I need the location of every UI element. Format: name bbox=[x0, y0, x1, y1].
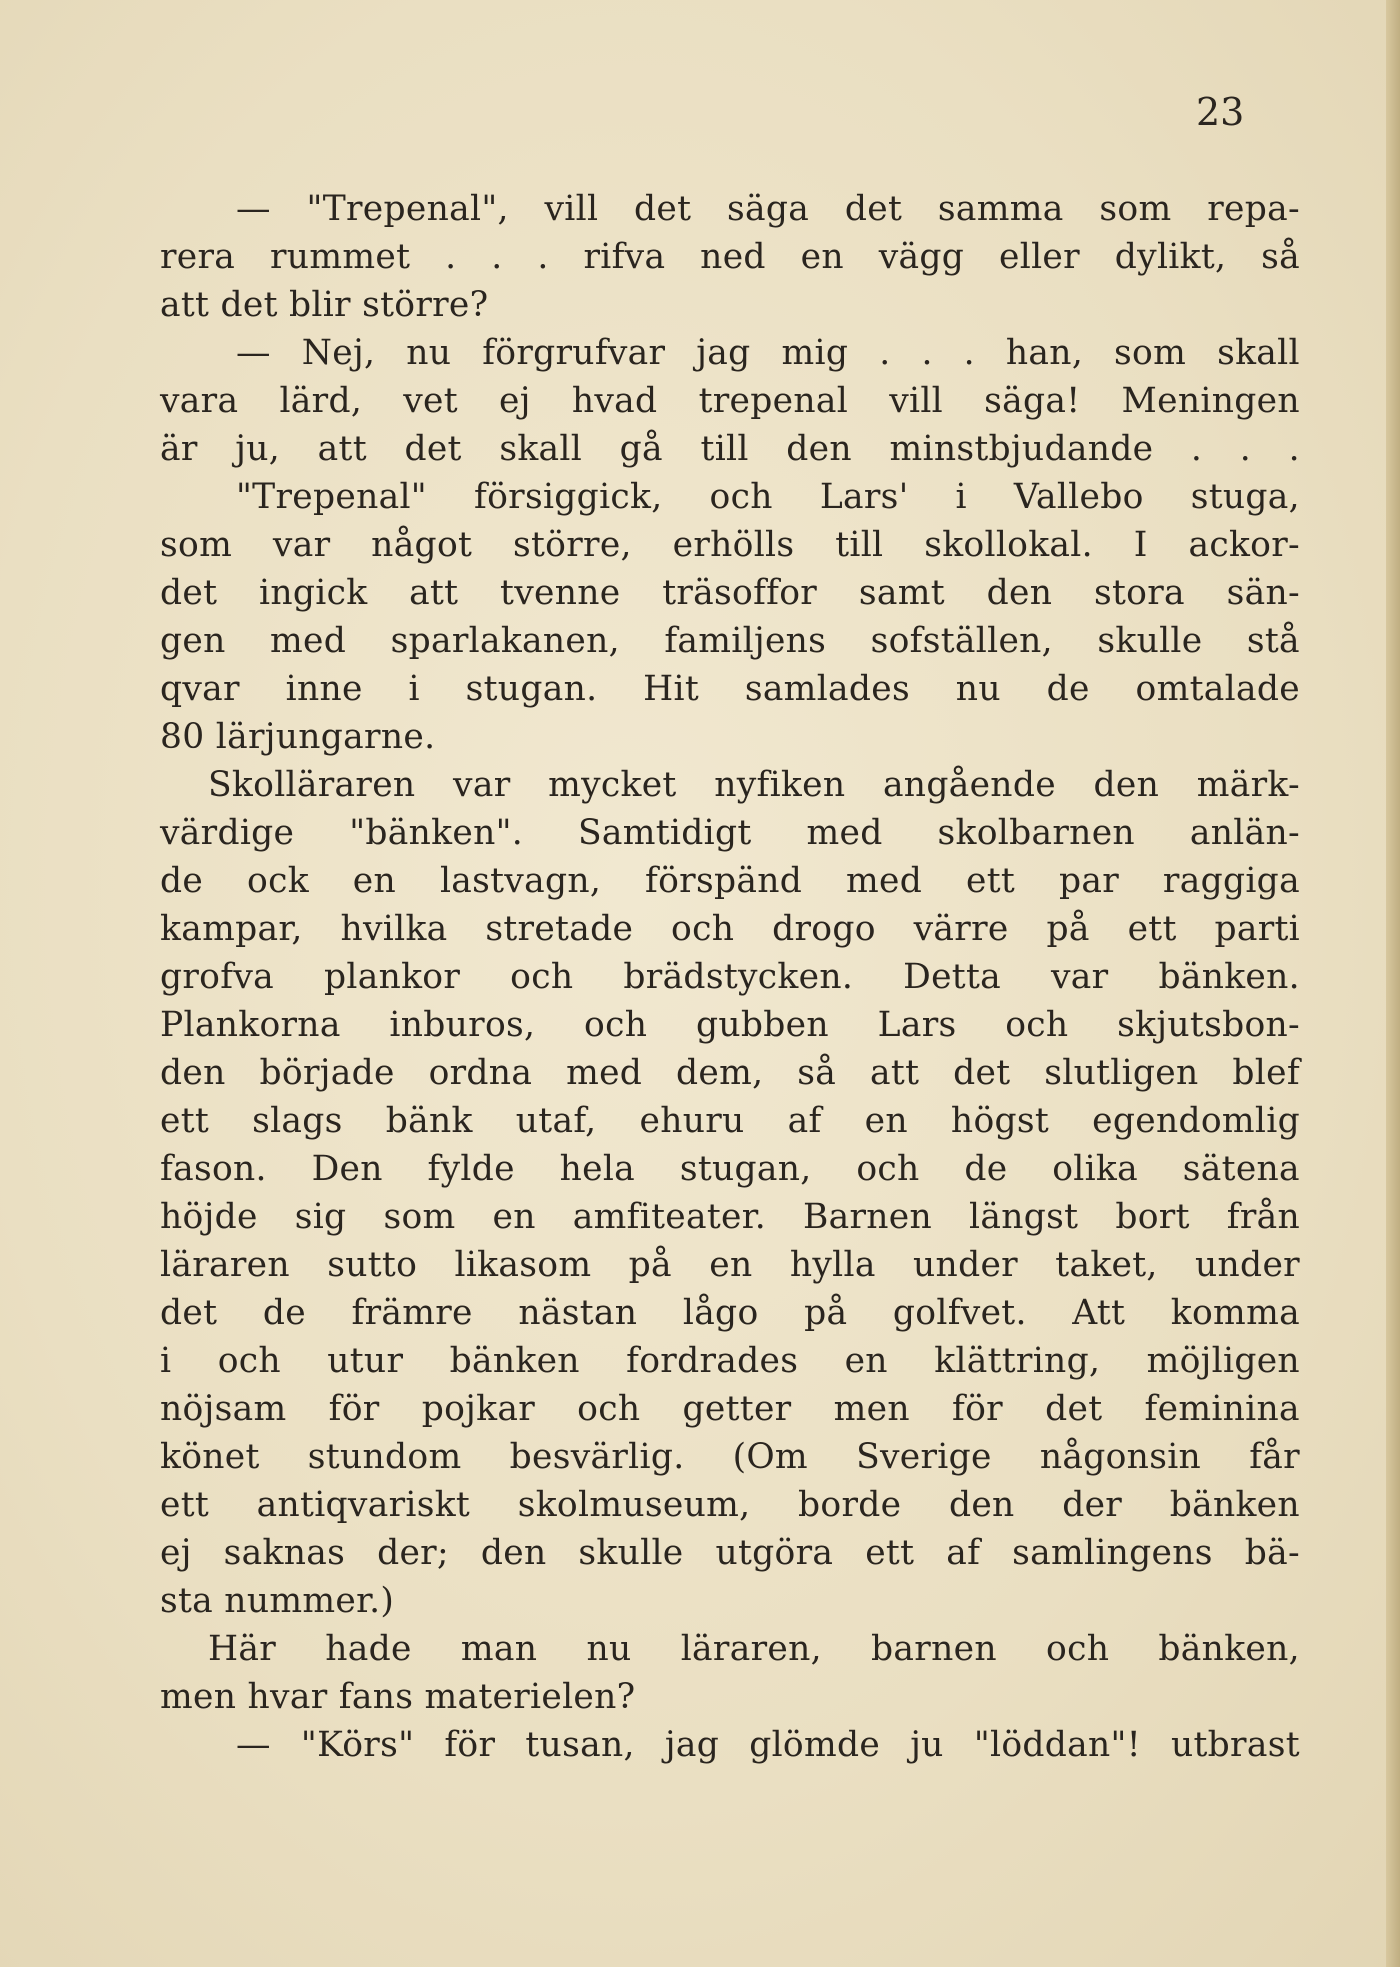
text-line: är ju, att det skall gå till den minstbjudande . . . bbox=[160, 429, 1300, 469]
page-edge-shadow bbox=[1386, 0, 1400, 1967]
text-line: värdige "bänken". Samtidigt med skolbarnen anlän- bbox=[160, 813, 1300, 853]
text-line: som var något större, erhölls till skollokal. I ackor- bbox=[160, 525, 1300, 565]
text-line: de ock en lastvagn, förspänd med ett par raggiga bbox=[160, 861, 1300, 901]
text-line: ett antiqvariskt skolmuseum, borde den der bänken bbox=[160, 1485, 1300, 1525]
text-line: vara lärd, vet ej hvad trepenal vill säga! Meningen bbox=[160, 381, 1300, 421]
text-line: Skolläraren var mycket nyfiken angående den märk- bbox=[208, 765, 1300, 805]
text-line: qvar inne i stugan. Hit samlades nu de omtalade bbox=[160, 669, 1300, 709]
text-line: grofva plankor och brädstycken. Detta var bänken. bbox=[160, 957, 1300, 997]
text-line: men hvar fans materielen? bbox=[160, 1677, 636, 1717]
text-line: höjde sig som en amfiteater. Barnen längst bort från bbox=[160, 1197, 1300, 1237]
text-line: "Trepenal" försiggick, och Lars' i Vallebo stuga, bbox=[236, 477, 1300, 517]
text-line: — "Körs" för tusan, jag glömde ju "löddan"! utbrast bbox=[236, 1725, 1300, 1765]
text-line: — "Trepenal", vill det säga det samma som repa- bbox=[236, 189, 1300, 229]
text-line: — Nej, nu förgrufvar jag mig . . . han, som skall bbox=[236, 333, 1300, 373]
text-line: ej saknas der; den skulle utgöra ett af samlingens bä- bbox=[160, 1533, 1300, 1573]
text-line: fason. Den fylde hela stugan, och de olika sätena bbox=[160, 1149, 1300, 1189]
page-number: 23 bbox=[1196, 90, 1245, 134]
text-line: i och utur bänken fordrades en klättring, möjligen bbox=[160, 1341, 1300, 1381]
text-line: läraren sutto likasom på en hylla under taket, under bbox=[160, 1245, 1300, 1285]
text-line: Plankorna inburos, och gubben Lars och skjutsbon- bbox=[160, 1005, 1300, 1045]
text-line: Här hade man nu läraren, barnen och bänken, bbox=[208, 1629, 1300, 1669]
text-line: ett slags bänk utaf, ehuru af en högst egendomlig bbox=[160, 1101, 1300, 1141]
text-line: den började ordna med dem, så att det slutligen blef bbox=[160, 1053, 1300, 1093]
text-line: rera rummet . . . rifva ned en vägg eller dylikt, så bbox=[160, 237, 1300, 277]
text-line: könet stundom besvärlig. (Om Sverige någonsin får bbox=[160, 1437, 1300, 1477]
text-line: nöjsam för pojkar och getter men för det feminina bbox=[160, 1389, 1300, 1429]
body-text bbox=[160, 185, 1300, 1769]
text-line: att det blir större? bbox=[160, 285, 489, 325]
text-line: det ingick att tvenne träsoffor samt den stora sän- bbox=[160, 573, 1300, 613]
text-line: sta nummer.) bbox=[160, 1581, 395, 1621]
text-line: det de främre nästan lågo på golfvet. Att komma bbox=[160, 1293, 1300, 1333]
text-line: kampar, hvilka stretade och drogo värre på ett parti bbox=[160, 909, 1300, 949]
text-line: gen med sparlakanen, familjens sofställen, skulle stå bbox=[160, 621, 1300, 661]
text-line: 80 lärjungarne. bbox=[160, 717, 436, 757]
